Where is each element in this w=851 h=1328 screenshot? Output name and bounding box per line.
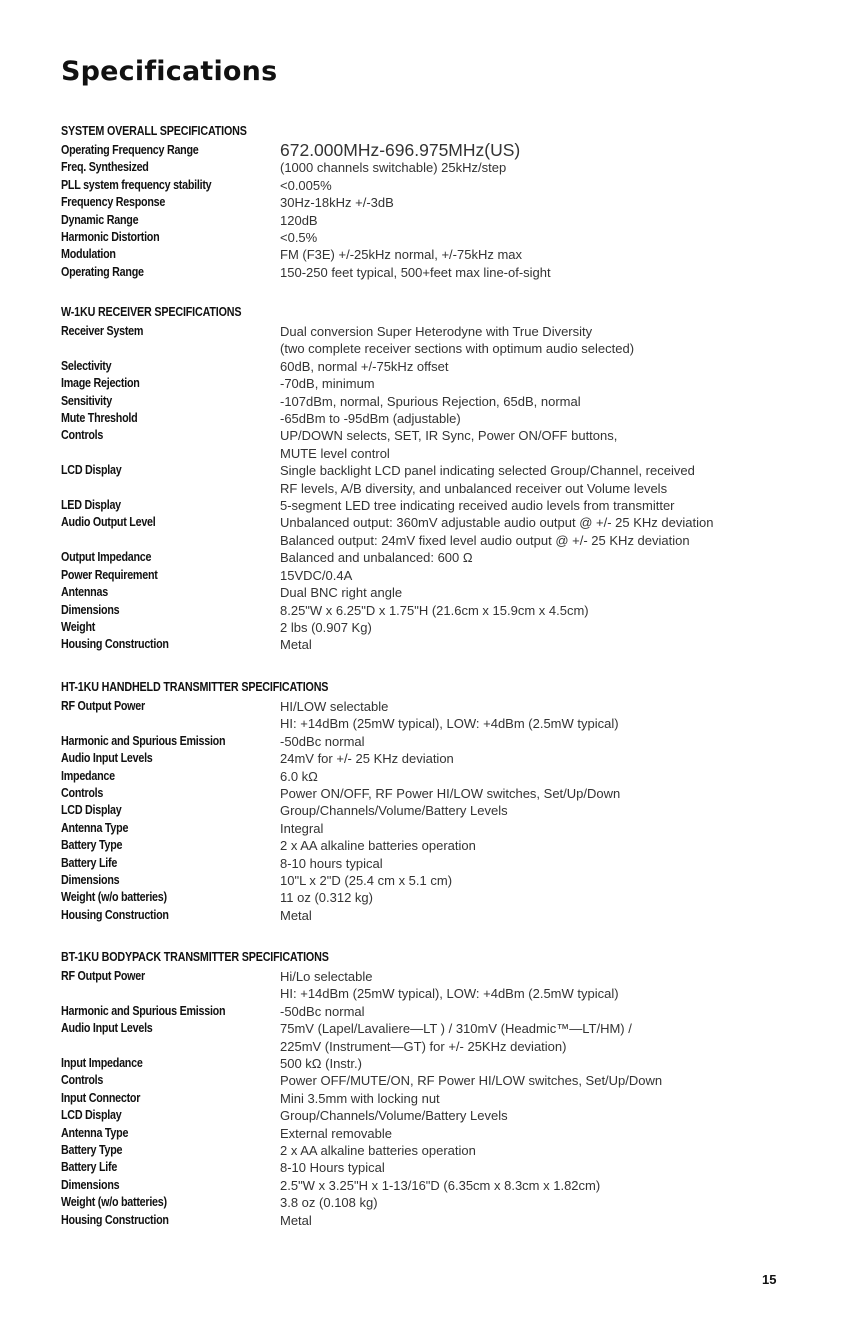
spec-value-line: (1000 channels switchable) 25kHz/step xyxy=(280,160,507,176)
spec-label xyxy=(61,768,280,785)
spec-label xyxy=(61,1003,280,1020)
spec-values xyxy=(280,177,801,194)
spec-label-text: Harmonic Distortion xyxy=(61,230,160,245)
spec-row xyxy=(61,698,801,733)
spec-row xyxy=(61,514,801,549)
spec-value-line: Single backlight LCD panel indicating selected Group/Channel, received xyxy=(280,463,695,479)
spec-value-line: <0.5% xyxy=(280,230,318,246)
spec-value-line: Power OFF/MUTE/ON, RF Power HI/LOW switches, Set/Up/Down xyxy=(280,1073,663,1089)
spec-row xyxy=(61,820,801,837)
spec-row xyxy=(61,1090,801,1107)
spec-value-line: 8-10 hours typical xyxy=(280,855,383,871)
spec-row xyxy=(61,889,801,906)
spec-values xyxy=(280,1194,801,1211)
spec-row xyxy=(61,768,801,785)
spec-value-line: Group/Channels/Volume/Battery Levels xyxy=(280,1108,508,1124)
spec-values xyxy=(280,889,801,906)
spec-value-line: Balanced output: 24mV fixed level audio output @ +/- 25 KHz deviation xyxy=(280,532,690,548)
spec-row xyxy=(61,177,801,194)
spec-row xyxy=(61,410,801,427)
spec-values xyxy=(280,602,801,619)
spec-row xyxy=(61,194,801,211)
spec-label xyxy=(61,462,280,497)
spec-value-line: 2 lbs (0.907 Kg) xyxy=(280,619,372,635)
spec-row xyxy=(61,968,801,1003)
spec-label xyxy=(61,358,280,375)
spec-values xyxy=(280,514,801,549)
spec-label-text: Housing Construction xyxy=(61,907,169,922)
spec-label-text: Dynamic Range xyxy=(61,212,139,227)
spec-values xyxy=(280,1212,801,1229)
spec-values xyxy=(280,1020,801,1055)
page-title: Specifications xyxy=(61,56,278,87)
spec-values xyxy=(280,855,801,872)
spec-row xyxy=(61,733,801,750)
spec-label-text: Selectivity xyxy=(61,358,112,373)
spec-label xyxy=(61,1072,280,1089)
spec-label xyxy=(61,1107,280,1124)
spec-row xyxy=(61,393,801,410)
spec-label xyxy=(61,194,280,211)
spec-value-line: UP/DOWN selects, SET, IR Sync, Power ON/OFF buttons, xyxy=(280,428,618,444)
spec-label-text: Weight xyxy=(61,619,96,634)
spec-section xyxy=(61,678,801,924)
spec-row xyxy=(61,785,801,802)
spec-label-text: Battery Type xyxy=(61,838,123,853)
spec-value-line: 2 x AA alkaline batteries operation xyxy=(280,1143,476,1159)
spec-value-line: Dual BNC right angle xyxy=(280,585,403,601)
spec-label xyxy=(61,698,280,733)
spec-row xyxy=(61,855,801,872)
spec-label-text: Frequency Response xyxy=(61,195,166,210)
spec-row xyxy=(61,1142,801,1159)
spec-label-text: Dimensions xyxy=(61,1177,120,1192)
spec-value-line: 8-10 Hours typical xyxy=(280,1160,385,1176)
spec-values xyxy=(280,1177,801,1194)
spec-values xyxy=(280,733,801,750)
spec-label xyxy=(61,1142,280,1159)
spec-values xyxy=(280,194,801,211)
spec-value-line: Dual conversion Super Heterodyne with True Diversity xyxy=(280,324,593,339)
spec-label-text: RF Output Power xyxy=(61,969,145,983)
spec-row xyxy=(61,602,801,619)
spec-label xyxy=(61,375,280,392)
spec-label-text: LCD Display xyxy=(61,803,122,818)
spec-label-text: Housing Construction xyxy=(61,1212,169,1227)
spec-row xyxy=(61,358,801,375)
spec-label-text: Antenna Type xyxy=(61,820,129,835)
spec-label-text: Controls xyxy=(61,786,104,801)
spec-values xyxy=(280,837,801,854)
spec-value-line: (two complete receiver sections with optimum audio selected) xyxy=(280,341,635,357)
spec-label xyxy=(61,1055,280,1072)
spec-label xyxy=(61,619,280,636)
spec-label xyxy=(61,855,280,872)
spec-label xyxy=(61,889,280,906)
spec-values xyxy=(280,212,801,229)
spec-label xyxy=(61,802,280,819)
spec-values xyxy=(280,584,801,601)
spec-value-line: 672.000MHz-696.975MHz(US) xyxy=(280,140,521,160)
spec-row xyxy=(61,872,801,889)
spec-label-text: Audio Input Levels xyxy=(61,1021,153,1036)
spec-values xyxy=(280,497,801,514)
spec-row xyxy=(61,584,801,601)
spec-value-line: Integral xyxy=(280,820,324,836)
spec-label xyxy=(61,1020,280,1055)
spec-label xyxy=(61,159,280,176)
spec-label-text: Power Requirement xyxy=(61,567,158,582)
spec-label xyxy=(61,142,280,159)
spec-label-text: Impedance xyxy=(61,768,115,783)
spec-value-line: -107dBm, normal, Spurious Rejection, 65dB, normal xyxy=(280,393,581,409)
spec-row xyxy=(61,1159,801,1176)
spec-value-line: Metal xyxy=(280,1212,312,1228)
spec-value-line: 2 x AA alkaline batteries operation xyxy=(280,838,476,854)
spec-label-text: Antennas xyxy=(61,585,108,600)
spec-label-text: Dimensions xyxy=(61,602,120,617)
spec-row xyxy=(61,837,801,854)
spec-value-line: 150-250 feet typical, 500+feet max line-of-sight xyxy=(280,264,551,280)
spec-label-text: Harmonic and Spurious Emission xyxy=(61,1003,226,1018)
spec-row xyxy=(61,802,801,819)
spec-label-text: Receiver System xyxy=(61,324,144,338)
spec-label-text: Weight (w/o batteries) xyxy=(61,890,167,905)
spec-row xyxy=(61,142,801,159)
spec-label xyxy=(61,872,280,889)
spec-row xyxy=(61,212,801,229)
section-heading: W-1KU RECEIVER SPECIFICATIONS xyxy=(61,305,242,319)
spec-values xyxy=(280,1072,801,1089)
spec-value-line: FM (F3E) +/-25kHz normal, +/-75kHz max xyxy=(280,247,522,263)
spec-label-text: Antenna Type xyxy=(61,1125,129,1140)
spec-value-line: Metal xyxy=(280,637,312,653)
section-heading: SYSTEM OVERALL SPECIFICATIONS xyxy=(61,124,247,138)
spec-label xyxy=(61,427,280,462)
spec-value-line: 30Hz-18kHz +/-3dB xyxy=(280,195,394,211)
spec-values xyxy=(280,1159,801,1176)
spec-label-text: Operating Frequency Range xyxy=(61,143,199,157)
spec-row xyxy=(61,636,801,653)
spec-label xyxy=(61,636,280,653)
spec-label xyxy=(61,968,280,1003)
spec-label xyxy=(61,584,280,601)
spec-value-line: RF levels, A/B diversity, and unbalanced receiver out Volume levels xyxy=(280,480,668,496)
spec-row xyxy=(61,497,801,514)
spec-row xyxy=(61,1125,801,1142)
spec-row xyxy=(61,159,801,176)
spec-values xyxy=(280,1055,801,1072)
spec-values xyxy=(280,750,801,767)
spec-values xyxy=(280,698,801,733)
spec-row xyxy=(61,619,801,636)
spec-label-text: Input Connector xyxy=(61,1090,141,1105)
spec-row xyxy=(61,1177,801,1194)
spec-value-line: 60dB, normal +/-75kHz offset xyxy=(280,358,449,374)
section-heading: HT-1KU HANDHELD TRANSMITTER SPECIFICATIONS xyxy=(61,680,329,694)
spec-section xyxy=(61,948,801,1229)
spec-values xyxy=(280,768,801,785)
spec-values xyxy=(280,264,801,281)
spec-value-line: 15VDC/0.4A xyxy=(280,567,353,583)
spec-label xyxy=(61,497,280,514)
spec-label-text: Input Impedance xyxy=(61,1056,143,1071)
spec-values xyxy=(280,1142,801,1159)
spec-value-line: -70dB, minimum xyxy=(280,376,375,392)
spec-label xyxy=(61,393,280,410)
spec-value-line: Mini 3.5mm with locking nut xyxy=(280,1090,440,1106)
spec-label-text: Mute Threshold xyxy=(61,411,138,426)
spec-values xyxy=(280,1003,801,1020)
spec-label xyxy=(61,1159,280,1176)
spec-row xyxy=(61,229,801,246)
spec-values xyxy=(280,358,801,375)
spec-label-text: Battery Life xyxy=(61,855,118,870)
spec-value-line: HI: +14dBm (25mW typical), LOW: +4dBm (2.5mW typical) xyxy=(280,716,619,732)
spec-label-text: Freq. Synthesized xyxy=(61,160,149,175)
spec-row xyxy=(61,1107,801,1124)
spec-label-text: Weight (w/o batteries) xyxy=(61,1195,167,1210)
spec-row xyxy=(61,1212,801,1229)
page-number: 15 xyxy=(762,1272,777,1287)
spec-values xyxy=(280,785,801,802)
spec-row xyxy=(61,750,801,767)
spec-section xyxy=(61,122,801,281)
spec-values xyxy=(280,907,801,924)
spec-value-line: 500 kΩ (Instr.) xyxy=(280,1056,362,1072)
spec-label xyxy=(61,820,280,837)
spec-label-text: LCD Display xyxy=(61,1108,122,1123)
spec-value-line: 225mV (Instrument—GT) for +/- 25KHz deviation) xyxy=(280,1038,567,1054)
spec-row xyxy=(61,1020,801,1055)
spec-values xyxy=(280,246,801,263)
spec-value-line: Power ON/OFF, RF Power HI/LOW switches, Set/Up/Down xyxy=(280,786,621,802)
spec-label-text: Controls xyxy=(61,428,104,443)
spec-label xyxy=(61,733,280,750)
spec-label-text: LED Display xyxy=(61,498,121,513)
spec-label xyxy=(61,410,280,427)
spec-value-line: Metal xyxy=(280,907,312,923)
spec-values xyxy=(280,1090,801,1107)
spec-value-line: 6.0 kΩ xyxy=(280,768,318,784)
spec-value-line: 24mV for +/- 25 KHz deviation xyxy=(280,751,454,767)
spec-values xyxy=(280,410,801,427)
spec-label xyxy=(61,212,280,229)
spec-values xyxy=(280,462,801,497)
spec-label xyxy=(61,1212,280,1229)
spec-label-text: Battery Life xyxy=(61,1160,118,1175)
spec-value-line: -65dBm to -95dBm (adjustable) xyxy=(280,411,461,427)
spec-label-text: Modulation xyxy=(61,247,116,262)
spec-value-line: 5-segment LED tree indicating received audio levels from transmitter xyxy=(280,498,675,514)
spec-label-text: Audio Output Level xyxy=(61,515,156,530)
spec-row xyxy=(61,427,801,462)
spec-values xyxy=(280,1107,801,1124)
spec-label-text: Image Rejection xyxy=(61,376,140,391)
spec-values xyxy=(280,142,801,159)
spec-value-line: External removable xyxy=(280,1125,392,1141)
spec-values xyxy=(280,393,801,410)
spec-label xyxy=(61,229,280,246)
spec-values xyxy=(280,619,801,636)
spec-label-text: Housing Construction xyxy=(61,637,169,652)
spec-label xyxy=(61,602,280,619)
spec-row xyxy=(61,462,801,497)
spec-value-line: 75mV (Lapel/Lavaliere—LT ) / 310mV (Headmic™—LT/HM) / xyxy=(280,1021,632,1037)
spec-value-line: -50dBc normal xyxy=(280,1003,365,1019)
spec-label xyxy=(61,1125,280,1142)
spec-label xyxy=(61,785,280,802)
spec-section xyxy=(61,303,801,654)
spec-values xyxy=(280,636,801,653)
spec-row xyxy=(61,1194,801,1211)
spec-label xyxy=(61,907,280,924)
spec-value-line: 120dB xyxy=(280,212,318,228)
spec-label xyxy=(61,837,280,854)
spec-label-text: Controls xyxy=(61,1073,104,1088)
spec-values xyxy=(280,968,801,1003)
spec-label-text: Audio Input Levels xyxy=(61,751,153,766)
spec-row xyxy=(61,1055,801,1072)
spec-value-line: HI: +14dBm (25mW typical), LOW: +4dBm (2.5mW typical) xyxy=(280,986,619,1002)
spec-label-text: RF Output Power xyxy=(61,699,145,713)
spec-label-text: PLL system frequency stability xyxy=(61,177,212,192)
spec-values xyxy=(280,323,801,358)
spec-row xyxy=(61,246,801,263)
spec-label xyxy=(61,323,280,358)
spec-values xyxy=(280,820,801,837)
spec-label-text: Output Impedance xyxy=(61,550,152,565)
spec-value-line: -50dBc normal xyxy=(280,733,365,749)
spec-values xyxy=(280,427,801,462)
spec-label xyxy=(61,1090,280,1107)
spec-value-line: 2.5"W x 3.25"H x 1-13/16"D (6.35cm x 8.3cm x 1.82cm) xyxy=(280,1177,601,1193)
spec-label xyxy=(61,750,280,767)
spec-values xyxy=(280,229,801,246)
spec-label xyxy=(61,177,280,194)
spec-values xyxy=(280,872,801,889)
spec-label xyxy=(61,1177,280,1194)
spec-values xyxy=(280,1125,801,1142)
spec-label xyxy=(61,549,280,566)
spec-values xyxy=(280,802,801,819)
spec-value-line: 10"L x 2"D (25.4 cm x 5.1 cm) xyxy=(280,873,453,889)
spec-row xyxy=(61,1072,801,1089)
spec-label-text: Battery Type xyxy=(61,1143,123,1158)
spec-label xyxy=(61,567,280,584)
spec-label xyxy=(61,1194,280,1211)
section-heading: BT-1KU BODYPACK TRANSMITTER SPECIFICATIONS xyxy=(61,950,329,964)
spec-row xyxy=(61,1003,801,1020)
spec-value-line: 3.8 oz (0.108 kg) xyxy=(280,1195,378,1211)
spec-values xyxy=(280,375,801,392)
spec-label-text: Dimensions xyxy=(61,873,120,888)
spec-value-line: Hi/Lo selectable xyxy=(280,969,373,984)
spec-label-text: Sensitivity xyxy=(61,393,112,408)
spec-values xyxy=(280,567,801,584)
spec-row xyxy=(61,567,801,584)
spec-values xyxy=(280,159,801,176)
spec-label xyxy=(61,514,280,549)
spec-value-line: Group/Channels/Volume/Battery Levels xyxy=(280,803,508,819)
spec-label xyxy=(61,264,280,281)
spec-value-line: 11 oz (0.312 kg) xyxy=(280,890,373,906)
spec-label-text: Harmonic and Spurious Emission xyxy=(61,733,226,748)
spec-value-line: <0.005% xyxy=(280,177,332,193)
spec-value-line: 8.25"W x 6.25"D x 1.75"H (21.6cm x 15.9cm x 4.5cm) xyxy=(280,602,589,618)
spec-value-line: MUTE level control xyxy=(280,445,390,461)
spec-row xyxy=(61,375,801,392)
spec-label-text: LCD Display xyxy=(61,463,122,478)
spec-row xyxy=(61,549,801,566)
spec-value-line: Unbalanced output: 360mV adjustable audio output @ +/- 25 KHz deviation xyxy=(280,515,714,531)
spec-label-text: Operating Range xyxy=(61,264,144,279)
spec-value-line: Balanced and unbalanced: 600 Ω xyxy=(280,550,473,566)
spec-label xyxy=(61,246,280,263)
spec-row xyxy=(61,323,801,358)
spec-row xyxy=(61,264,801,281)
spec-row xyxy=(61,907,801,924)
spec-value-line: HI/LOW selectable xyxy=(280,699,389,714)
spec-values xyxy=(280,549,801,566)
